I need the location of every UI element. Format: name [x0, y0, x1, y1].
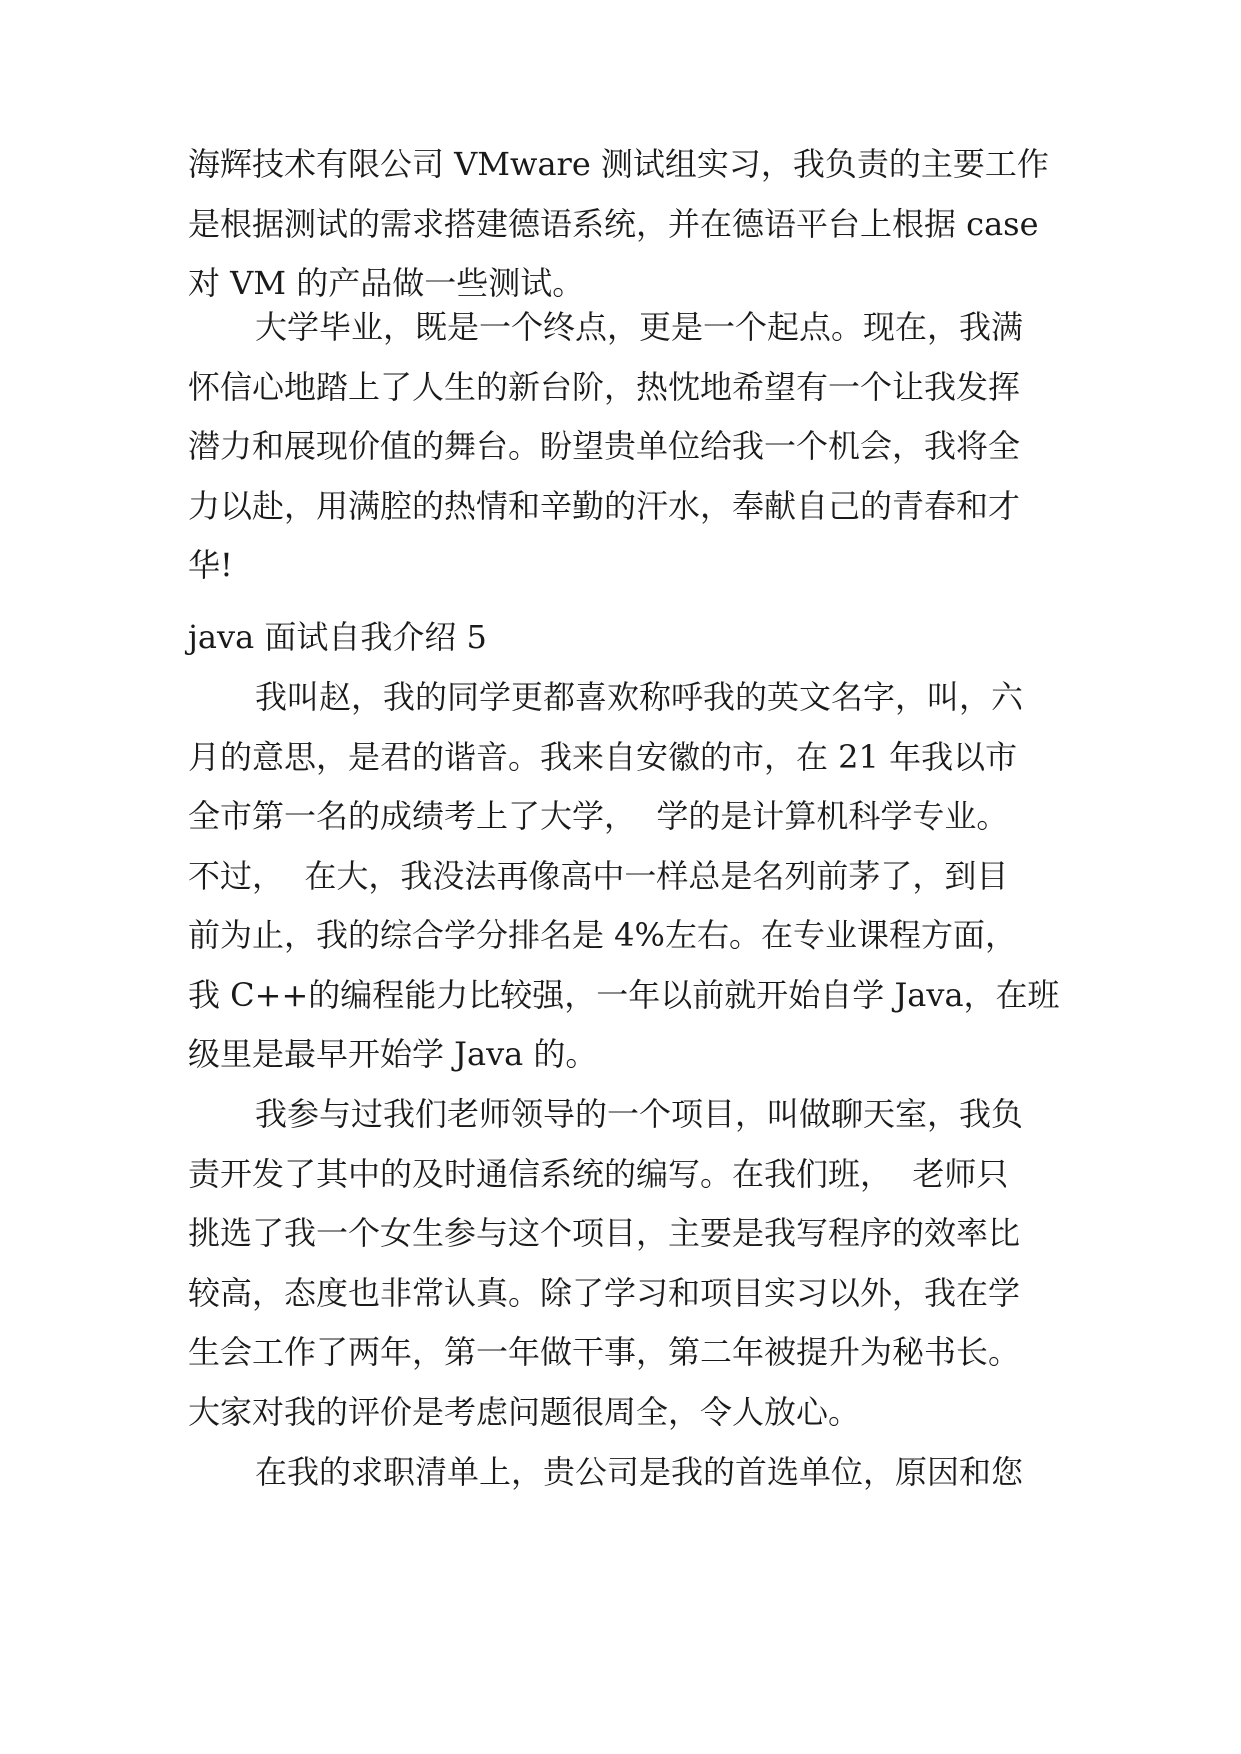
text-line: 挑选了我一个女生参与这个项目，主要是我写程序的效率比: [188, 1214, 1021, 1252]
paragraph-project: [188, 1085, 1048, 1442]
paragraph-introduction: [188, 668, 1060, 1085]
text-line: 我参与过我们老师领导的一个项目，叫做聊天室，我负: [255, 1095, 1024, 1133]
text-line: 月的意思，是君的谐音。我来自安徽的市，在 21 年我以市: [188, 737, 1018, 776]
text-line: 华!: [188, 546, 233, 584]
text-line: 我 C++的编程能力比较强，一年以前就开始自学 Java，在班: [188, 975, 1060, 1014]
text-line: 前为止，我的综合学分排名是 4%左右。在专业课程方面，: [188, 916, 1017, 954]
paragraph-internship: [188, 135, 1048, 314]
text-line: 不过， 在大，我没法再像高中一样总是名列前茅了，到目: [188, 856, 1009, 895]
text-line: 力以赴，用满腔的热情和辛勤的汗水，奉献自己的青春和才: [188, 486, 1021, 525]
text-line: 海辉技术有限公司 VMware 测试组实习，我负责的主要工作: [188, 145, 1049, 183]
section-heading: java 面试自我介绍 5: [188, 618, 487, 656]
section-heading-block: [188, 608, 1048, 668]
text-line: 我叫赵，我的同学更都喜欢称呼我的英文名字，叫，六: [255, 678, 1024, 716]
paragraph-job-choice: [188, 1443, 1048, 1503]
text-line: 是根据测试的需求搭建德语系统，并在德语平台上根据 case: [188, 204, 1039, 243]
paragraph-graduation: [188, 298, 1048, 596]
text-line: 在我的求职清单上，贵公司是我的首选单位，原因和您: [255, 1453, 1024, 1491]
text-line: 怀信心地踏上了人生的新台阶，热忱地希望有一个让我发挥: [188, 367, 1021, 406]
text-line: 较高，态度也非常认真。除了学习和项目实习以外，我在学: [188, 1273, 1021, 1312]
text-line: 大家对我的评价是考虑问题很周全，令人放心。: [188, 1392, 861, 1431]
text-line: 潜力和展现价值的舞台。盼望贵单位给我一个机会，我将全: [188, 427, 1021, 465]
text-line: 全市第一名的成绩考上了大学， 学的是计算机科学专业。: [188, 797, 1009, 835]
text-line: 级里是最早开始学 Java 的。: [188, 1035, 598, 1073]
text-line: 责开发了其中的及时通信系统的编写。在我们班， 老师只: [188, 1154, 1009, 1193]
text-line: 对 VM 的产品做一些测试。: [188, 264, 585, 302]
text-line: 生会工作了两年，第一年做干事，第二年被提升为秘书长。: [188, 1333, 1021, 1371]
text-line: 大学毕业，既是一个终点，更是一个起点。现在，我满: [255, 308, 1024, 346]
